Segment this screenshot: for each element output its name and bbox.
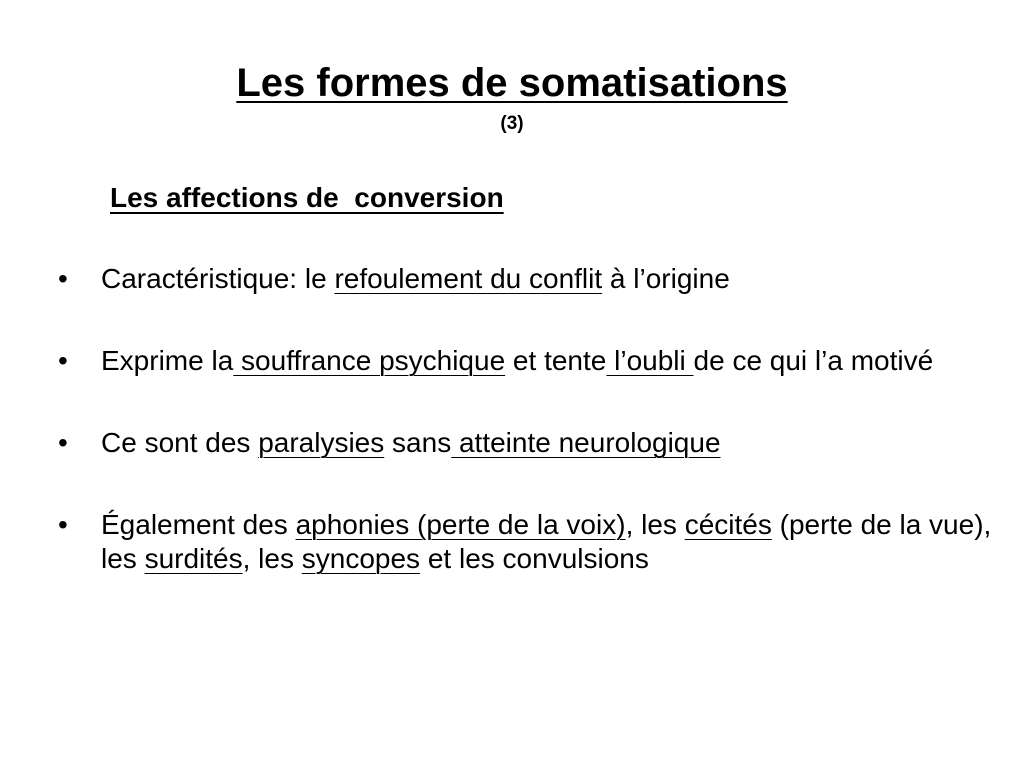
bullet-icon: • [58, 345, 68, 376]
title-block [0, 58, 1024, 136]
bullet-item [0, 426, 1000, 460]
slide-title: Les formes de somatisations [236, 61, 788, 105]
bullet-item [0, 508, 1000, 576]
underlined-term: aphonies (perte de la voix) [295, 509, 626, 540]
bullet-text: Exprime la [101, 345, 234, 376]
bullet-text: et tente [505, 345, 607, 376]
bullet-list [0, 262, 1000, 624]
bullet-text: et les convulsions [420, 543, 649, 574]
bullet-icon: • [58, 263, 68, 294]
bullet-text: Caractéristique: le [101, 263, 335, 294]
bullet-icon: • [58, 427, 68, 458]
underlined-term: paralysies [258, 427, 385, 458]
underlined-term: souffrance psychique [233, 345, 506, 376]
bullet-text: Ce sont des [101, 427, 259, 458]
bullet-text: (perte de la vue), les [101, 509, 992, 574]
bullet-item [0, 262, 1000, 296]
bullet-icon: • [58, 509, 68, 540]
bullet-text: Également des [101, 509, 296, 540]
bullet-text: sans [384, 427, 452, 458]
slide-subtitle: (3) [500, 113, 524, 134]
underlined-term: syncopes [301, 543, 421, 574]
bullet-text: à l’origine [602, 263, 730, 294]
bullet-text: , les [242, 543, 302, 574]
underlined-term: cécités [684, 509, 772, 540]
section-heading: Les affections de conversion [110, 182, 504, 213]
bullet-item [0, 344, 1000, 378]
underlined-term: refoulement du conflit [334, 263, 603, 294]
bullet-text: , les [625, 509, 685, 540]
bullet-text: de ce qui l’a motivé [693, 345, 934, 376]
underlined-term: l’oubli [606, 345, 694, 376]
underlined-term: surdités [144, 543, 243, 574]
underlined-term: atteinte neurologique [451, 427, 721, 458]
